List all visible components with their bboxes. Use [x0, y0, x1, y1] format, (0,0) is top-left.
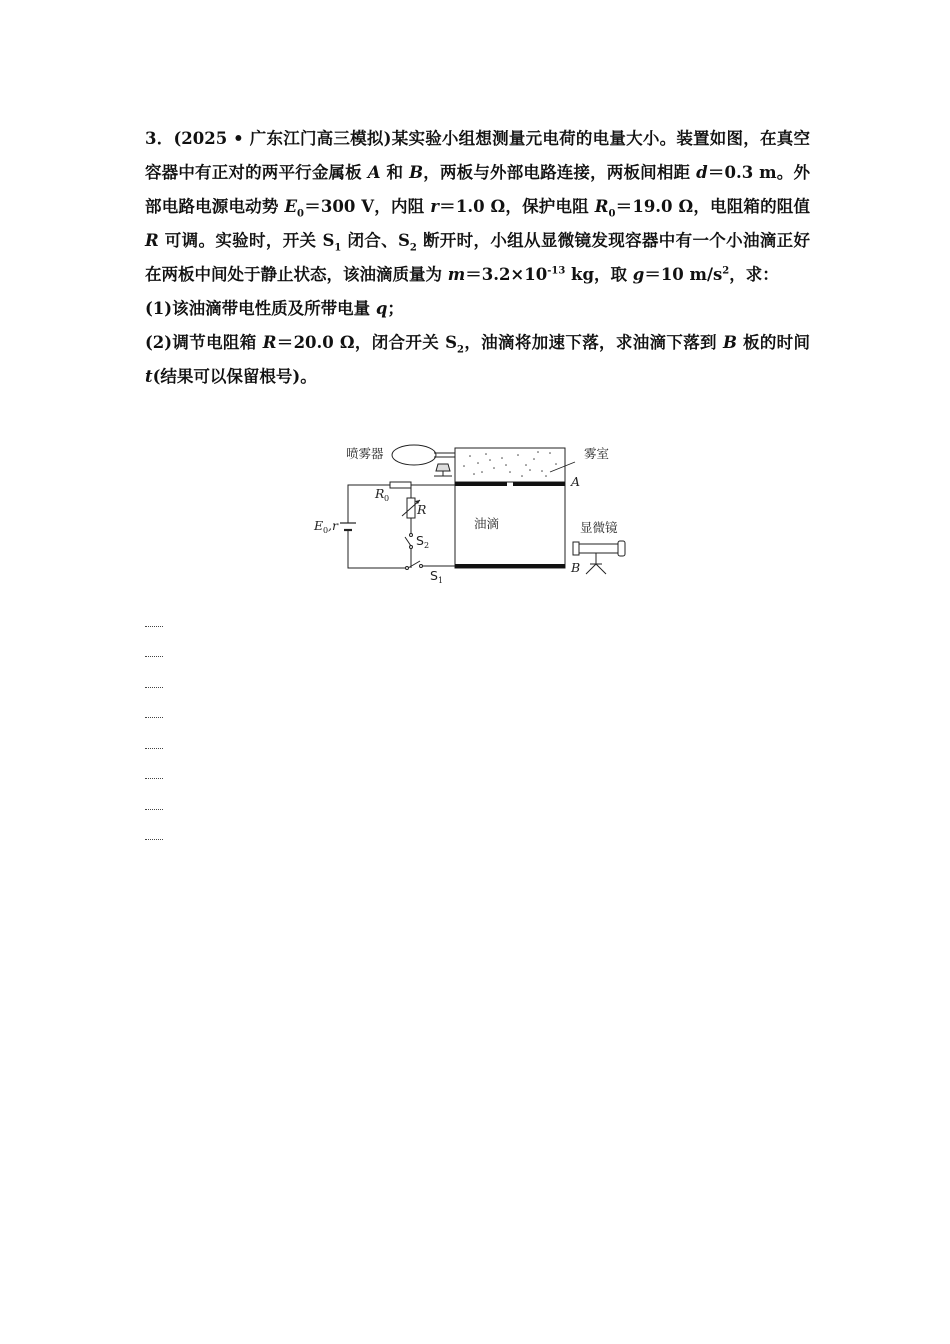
- circuit-wire: [348, 485, 455, 568]
- answer-line[interactable]: [145, 667, 163, 698]
- answer-line[interactable]: [145, 698, 163, 729]
- label-oil-drop: 油滴: [474, 516, 500, 531]
- label-plate-a: A: [571, 474, 581, 489]
- microscope-icon: [573, 541, 625, 574]
- svg-text:2: 2: [424, 541, 430, 550]
- answer-area[interactable]: [145, 606, 163, 850]
- svg-text:,r: ,r: [328, 518, 338, 533]
- plate-a-left: [455, 482, 507, 486]
- sprayer-stand: [436, 464, 450, 471]
- millikan-apparatus-figure: [310, 438, 640, 588]
- label-plate-b: B: [571, 560, 581, 575]
- apparatus-diagram: [310, 438, 640, 588]
- problem-source: (2025 • 广东江门高三模拟): [173, 129, 392, 148]
- label-s1: S: [430, 568, 438, 583]
- switch-s2: [405, 537, 411, 546]
- label-emf: E: [314, 518, 324, 533]
- label-fog-chamber: 雾室: [584, 446, 610, 461]
- question-1: (1)该油滴带电性质及所带电量 q；: [145, 299, 404, 318]
- svg-text:0: 0: [323, 526, 329, 535]
- label-sprayer: 喷雾器: [346, 446, 384, 461]
- answer-line[interactable]: [145, 637, 163, 668]
- answer-line[interactable]: [145, 606, 163, 637]
- answer-line[interactable]: [145, 789, 163, 820]
- sprayer-bulb: [392, 445, 436, 465]
- answer-line[interactable]: [145, 728, 163, 759]
- plate-b: [455, 564, 565, 568]
- vacuum-container: [455, 448, 565, 568]
- question-2: (2)调节电阻箱 R＝20.0 Ω，闭合开关 $S_2$，油滴将加速下落，求油滴下落到 B 板的时间 t(结果可以保留根号)。: [145, 333, 811, 386]
- plate-a-right: [513, 482, 565, 486]
- problem-3: [145, 122, 810, 394]
- switch-s1: [408, 561, 420, 568]
- label-microscope: 显微镜: [580, 520, 618, 535]
- label-s2: S: [416, 533, 424, 548]
- svg-text:0: 0: [384, 494, 390, 503]
- answer-line[interactable]: [145, 759, 163, 790]
- label-r0: R: [375, 486, 385, 501]
- svg-text:1: 1: [438, 576, 444, 585]
- problem-stem: 3．(2025 • 广东江门高三模拟)某实验小组想测量元电荷的电量大小。装置如图，在真空容器中有正对的两平行金属板 A 和 B，两板与外部电路连接，两板间相距 d＝0.3 m。外部电路电源电动势 $E_0=300$ V，内阻 r＝1.0 Ω，保护电阻 $R_0=19.0$ Ω，电阻箱的阻值 R 可调。实验时，开关 $S_1$ 闭合、$S_2$ 断开时，小组从显微镜发现容器中有一个小油滴正好在两板中间处于静止状态，该油滴质量为 $m=3.2\times 10^{-13}$ kg，取 g＝10 $m/s^2$，求：: [145, 129, 811, 284]
- resistor-r0: [390, 482, 411, 488]
- label-r: R: [417, 502, 427, 517]
- answer-line[interactable]: [145, 820, 163, 851]
